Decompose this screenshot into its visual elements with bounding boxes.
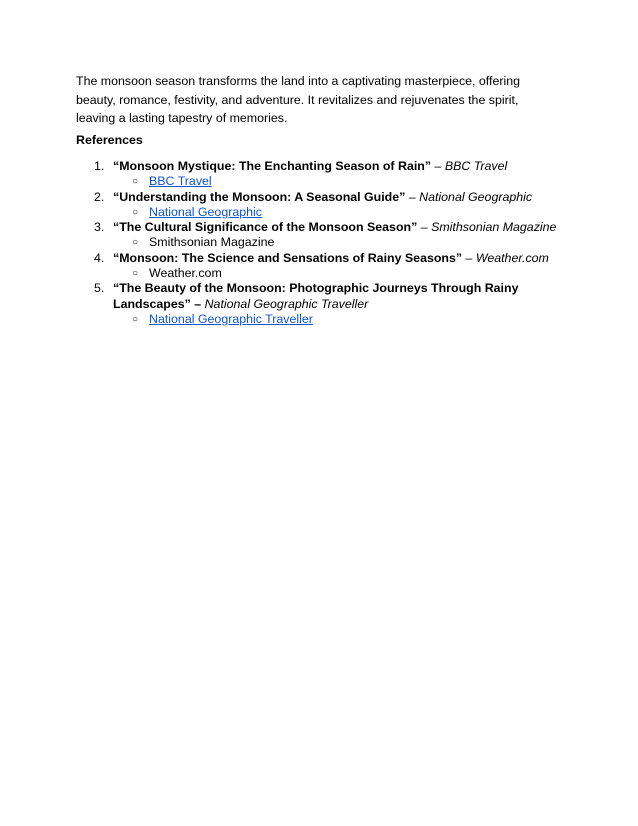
reference-title: “Monsoon Mystique: The Enchanting Season of Rain” [113,159,432,173]
reference-item-5 [76,281,576,327]
reference-source: National Geographic [419,189,533,204]
hollow-circle-bullet-icon: ○ [132,206,139,218]
reference-item-3 [76,220,576,251]
reference-item-1 [76,159,576,190]
reference-sub-text: Weather.com [149,266,222,281]
reference-item-4 [76,251,576,282]
reference-sub-item [113,205,576,220]
reference-source: BBC Travel [444,159,508,173]
reference-number: 1. [94,159,105,173]
reference-title: “Understanding the Monsoon: A Seasonal Guide” [113,189,406,204]
hollow-circle-bullet-icon: ○ [132,313,139,325]
reference-dash: – [417,220,432,235]
hollow-circle-bullet-icon: ○ [132,237,139,249]
reference-source: Smithsonian Magazine [431,220,557,235]
references-list [76,159,576,327]
reference-number: 3. [94,220,105,235]
intro-paragraph: The monsoon season transforms the land into a captivating masterpiece, offering beauty, romance, festivity, and adventure. It revitalizes and rejuvenates the spirit, leaving a lasting tapestry of memories. [76,74,521,125]
reference-title: “Monsoon: The Science and Sensations of Rainy Seasons” [113,250,463,265]
reference-source: Weather.com [475,250,549,265]
reference-sub-item [113,266,576,281]
reference-sub-item [113,235,576,250]
hollow-circle-bullet-icon: ○ [132,268,139,280]
reference-link-bbc-travel[interactable]: BBC Travel [149,174,212,189]
reference-item-2 [76,190,576,221]
reference-dash: – [405,189,420,204]
reference-sub-item [113,312,576,327]
reference-dash: – [462,250,476,265]
reference-title: “The Beauty of the Monsoon: Photographic Journeys Through Rainy Landscapes” – [113,281,519,311]
reference-dash: – [431,159,445,173]
reference-number: 2. [94,189,105,204]
reference-sub-item [113,174,576,189]
reference-link-national-geographic-traveller[interactable]: National Geographic Traveller [149,311,313,326]
references-heading: References [76,133,143,147]
reference-number: 5. [94,281,105,296]
reference-link-national-geographic[interactable]: National Geographic [149,204,262,219]
reference-title: “The Cultural Significance of the Monsoon Season” [113,220,418,235]
reference-number: 4. [94,250,105,265]
hollow-circle-bullet-icon: ○ [132,176,139,188]
reference-sub-text: Smithsonian Magazine [149,235,275,250]
reference-source: National Geographic Traveller [204,296,369,311]
